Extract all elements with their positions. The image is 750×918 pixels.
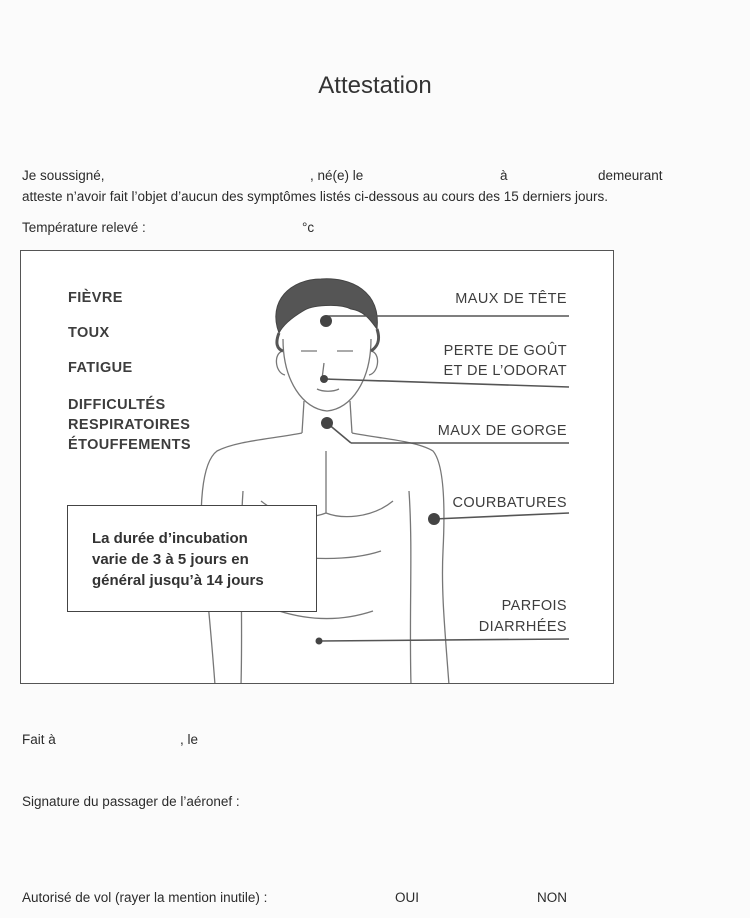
page-title: Attestation [318, 72, 432, 99]
autorise-oui: OUI [395, 890, 420, 905]
symptom-fatigue: FATIGUE [68, 360, 133, 376]
declaration-a: à [500, 168, 508, 183]
declaration-je-soussigne: Je soussigné, [22, 168, 105, 183]
incubation-line-1: La durée d’incubation [92, 530, 248, 547]
symptom-diarrhees: DIARRHÉES [478, 619, 567, 635]
symptom-toux: TOUX [68, 325, 110, 341]
symptom-courbatures: COURBATURES [452, 495, 567, 511]
declaration-line-2: atteste n’avoir fait l’objet d’aucun des symptômes listés ci-dessous au cours des 15 derniers jours. [22, 189, 609, 204]
symptom-difficultes: DIFFICULTÉS [68, 397, 166, 413]
symptom-perte-gout-1: PERTE DE GOÛT [443, 343, 567, 359]
fait-a-label: Fait à [22, 732, 56, 747]
signature-label: Signature du passager de l’aéronef : [22, 794, 240, 809]
incubation-box [67, 505, 317, 612]
symptoms-figure [20, 250, 614, 684]
temperature-label: Température relevé : [22, 220, 146, 235]
declaration-ne-le: , né(e) le [310, 168, 364, 183]
fait-le-label: , le [180, 732, 199, 747]
symptom-maux-de-gorge: MAUX DE GORGE [437, 423, 567, 439]
symptom-maux-de-tete: MAUX DE TÊTE [455, 291, 567, 307]
declaration-demeurant: demeurant [598, 168, 663, 183]
autorise-label: Autorisé de vol (rayer la mention inutile) : [22, 890, 268, 905]
incubation-line-3: général jusqu’à 14 jours [92, 572, 264, 589]
autorise-non: NON [537, 890, 567, 905]
symptom-parfois: PARFOIS [501, 598, 567, 614]
temperature-unit: °c [302, 220, 315, 235]
symptom-etouffements: ÉTOUFFEMENTS [68, 437, 191, 453]
symptom-fievre: FIÈVRE [68, 290, 123, 306]
symptom-perte-gout-2: ET DE L’ODORAT [443, 363, 567, 379]
symptom-respiratoires: RESPIRATOIRES [68, 417, 191, 433]
incubation-line-2: varie de 3 à 5 jours en [92, 551, 249, 568]
